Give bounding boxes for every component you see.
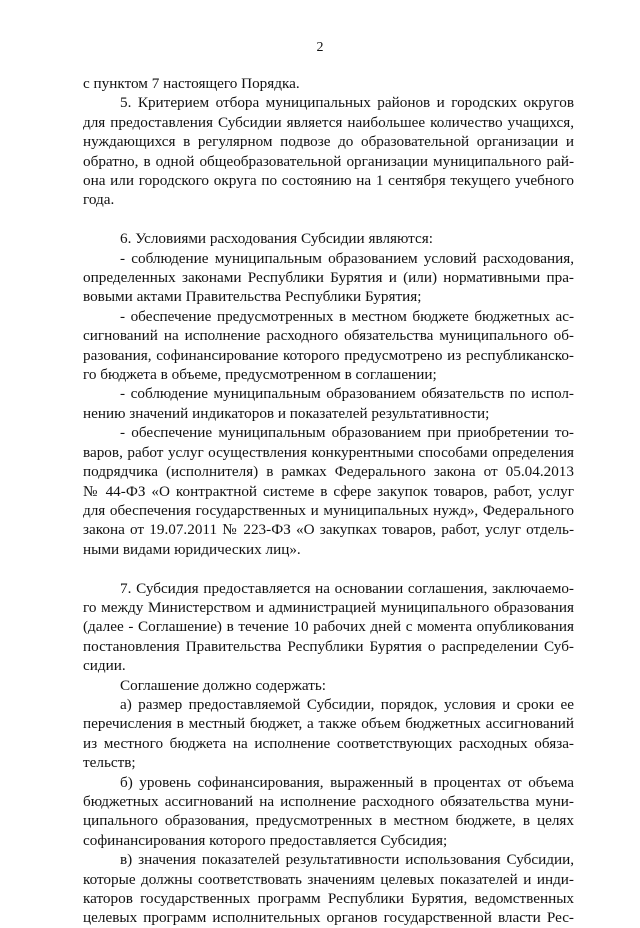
text-line: - соблюдение муниципальным образованием обязательств по испол- [120, 385, 574, 403]
text-line: 7. Субсидия предоставляется на основании соглашения, заключаемо- [120, 579, 574, 597]
text-line: вовыми актами Правительства Республики Бурятия; [83, 288, 422, 306]
text-line: софинансирования которого предоставляется Субсидия; [83, 831, 448, 849]
text-line: 5. Критерием отбора муниципальных районов и городских округов [120, 94, 574, 112]
text-line: бюджетных ассигнований на исполнение расходного обязательства муни- [83, 793, 574, 810]
page-number: 2 [316, 40, 324, 55]
text-line: года. [83, 191, 115, 209]
text-line: нуждающихся в регулярном подвозе до образовательной организации и [83, 133, 574, 151]
text-line: сидии. [83, 657, 126, 675]
text-line: которые должны соответствовать значениям целевых показателей и инди- [83, 870, 574, 888]
text-line: - соблюдение муниципальным образованием условий расходования, [120, 249, 574, 267]
text-line: для предоставления Субсидии является наибольшее количество учащихся, [83, 113, 574, 131]
text-line: она или городского округа по состоянию на 1 сентября текущего учебного [83, 172, 574, 190]
text-line: закона от 19.07.2011 № 223-ФЗ «О закупках товаров, работ, услуг отдель- [83, 521, 574, 539]
text-line: тельств; [83, 754, 136, 772]
text-line: с пунктом 7 настоящего Порядка. [83, 75, 300, 92]
text-line: ными видами юридических лиц». [83, 540, 301, 558]
text-line: сигнований на исполнение расходного обязательства муниципального об- [83, 327, 574, 345]
text-line: варов, работ услуг осуществления конкурентными способами определения [83, 443, 574, 461]
paragraph-gap [83, 559, 574, 578]
text-line: б) уровень софинансирования, выраженный в процентах от объема [120, 773, 574, 791]
text-line: (далее - Соглашение) в течение 10 рабочих дней с момента опубликования [83, 618, 574, 636]
text-line: Соглашение должно содержать: [120, 676, 327, 694]
text-line: подрядчика (исполнителя) в рамках Федерального закона от 05.04.2013 [83, 463, 574, 481]
text-line: № 44-ФЗ «О контрактной системе в сфере закупок товаров, работ, услуг [83, 482, 574, 500]
text-line: определенных законами Республики Бурятия и (или) нормативными пра- [83, 269, 574, 287]
text-line: - обеспечение предусмотренных в местном бюджете бюджетных ас- [120, 307, 574, 325]
text-line: а) размер предоставляемой Субсидии, порядок, условия и сроки ее [120, 695, 574, 713]
text-line: ципального образования, предусмотренных в местном бюджете, в целях [83, 812, 574, 830]
text-line: разования, софинансирование которого предусмотрено из республиканско- [83, 346, 574, 364]
text-line: го бюджета в объеме, предусмотренном в соглашении; [83, 366, 437, 384]
text-line: перечисления в местный бюджет, а также объем бюджетных ассигнований [83, 715, 574, 733]
text-line: из местного бюджета на исполнение соответствующих расходных обяза- [83, 734, 574, 752]
text-line: каторов государственных программ Республики Бурятия, ведомственных [83, 890, 574, 908]
text-line: 6. Условиями расходования Субсидии являются: [120, 230, 433, 248]
text-line: для обеспечения государственных и муниципальных нужд», Федерального [83, 501, 574, 519]
body-text [83, 74, 574, 928]
text-line: нению значений индикаторов и показателей результативности; [83, 404, 490, 422]
paragraph-gap [83, 210, 574, 229]
text-line: в) значения показателей результативности использования Субсидии, [120, 851, 574, 869]
text-line: обратно, в одной общеобразовательной организации муниципального рай- [83, 152, 574, 170]
text-line: го между Министерством и администрацией муниципального образования [83, 598, 574, 616]
text-line: постановления Правительства Республики Бурятия о распределении Суб- [83, 637, 574, 655]
text-line: - обеспечение муниципальным образованием при приобретении то- [120, 424, 574, 442]
text-line: целевых программ исполнительных органов государственной власти Рес- [83, 909, 574, 927]
